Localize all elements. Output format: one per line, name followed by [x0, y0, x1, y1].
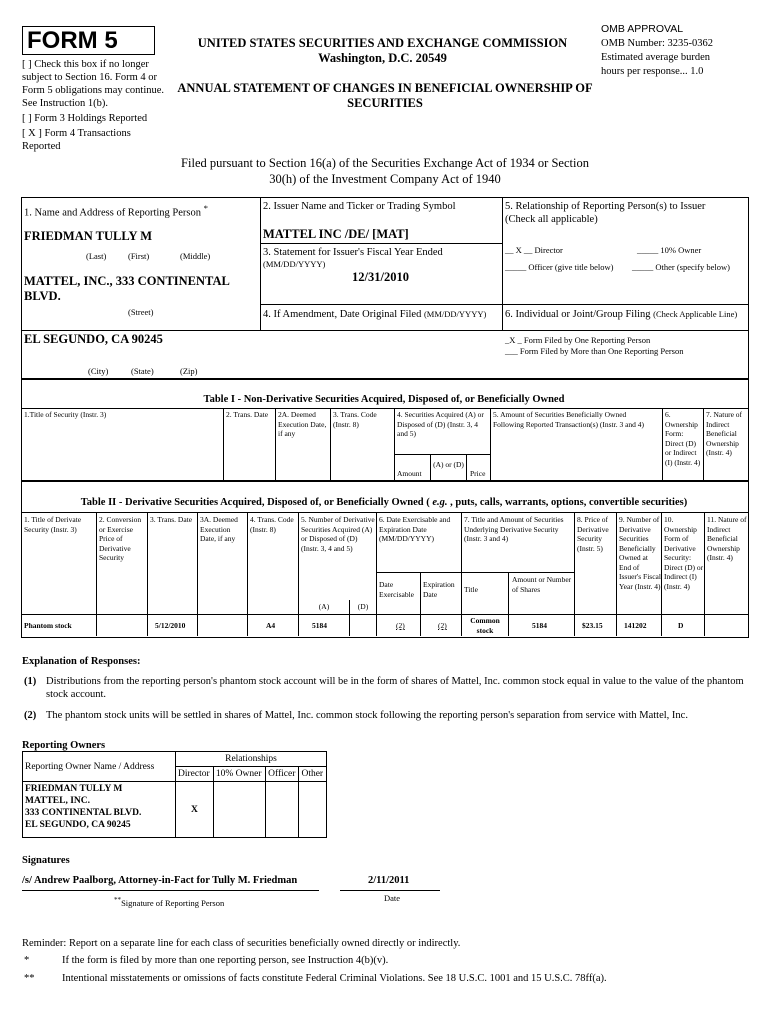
t2-row-und-title: Common stock — [470, 616, 500, 635]
agency-title: UNITED STATES SECURITIES AND EXCHANGE COMMISSION — [197, 36, 568, 50]
issuer-name: MATTEL INC /DE/ [MAT] — [263, 227, 409, 241]
check-no-longer: [ ] Check this box if no longer subject to Section 16. Form 4 or Form 5 obligations may continue. See Instruction 1(b). — [22, 59, 165, 109]
label-state: (State) — [131, 366, 154, 376]
t2-col4: 4. Trans. Code (Instr. 8) — [250, 515, 294, 534]
t1-col3: 3. Trans. Code (Instr. 8) — [333, 410, 377, 429]
explanation-1-text: Distributions from the reporting person's phantom stock account will be in the form of shares of Mattel, Inc. common stock equal in value to the value of the phantom stock account. — [46, 676, 744, 700]
owners-relationships: Relationships — [176, 752, 327, 767]
relationship-officer: _____ Officer (give title below) — [505, 262, 614, 272]
t2-col7: 7. Title and Amount of Securities Underlying Derivative Security (Instr. 3 and 4) — [464, 515, 564, 543]
note1-mark: * — [24, 955, 30, 966]
relationship-director: __ X __ Director — [505, 245, 563, 255]
t2-col1: 1. Title of Derivate Security (Instr. 3) — [24, 515, 82, 534]
form4-transactions: [ X ] Form 4 Transactions Reported — [22, 128, 131, 152]
date-label: Date — [384, 893, 401, 903]
owners-row-officer — [266, 782, 299, 838]
label-middle: (Middle) — [180, 251, 211, 261]
owners-col-other: Other — [299, 767, 327, 782]
t2-row-title: Phantom stock — [24, 621, 72, 630]
t2-col10: 10. Ownership Form of Derivative Security: Direct (D) or Indirect (I) (Instr. 4) — [664, 515, 704, 591]
t2-sub-d: (D) — [357, 602, 369, 611]
t1-col2: 2. Trans. Date — [226, 410, 269, 419]
note2-mark: ** — [24, 973, 35, 984]
label-street: (Street) — [128, 307, 154, 317]
owners-row-director: X — [176, 782, 214, 838]
t2-row-expiration[interactable]: (2) — [438, 621, 447, 630]
owners-table — [22, 751, 327, 838]
table1-title: Table I - Non-Derivative Securities Acquired, Disposed of, or Beneficially Owned — [203, 394, 565, 405]
filing-more-persons: ___ Form Filed by More than One Reporting Person — [505, 346, 684, 356]
owners-col-name: Reporting Owner Name / Address — [23, 752, 176, 782]
t1-price: Price — [470, 469, 486, 478]
owners-col-director: Director — [176, 767, 214, 782]
t2-row-price: $23.15 — [582, 621, 603, 630]
omb-title: OMB APPROVAL — [601, 23, 684, 35]
t2-col3a: 3A. Deemed Execution Date, if any — [200, 515, 238, 543]
explanation-2-num: (2) — [24, 710, 37, 721]
t2-col9: 9. Number of Derivative Securities Beneficially Owned at End of Issuer's Fiscal Year (Instr. 4) — [619, 515, 661, 591]
relationship-ten-pct: _____ 10% Owner — [637, 245, 702, 255]
label-last: (Last) — [86, 251, 107, 261]
omb-burden: Estimated average burden hours per response... 1.0 — [601, 52, 711, 77]
t1-col5: 5. Amount of Securities Beneficially Owned Following Reported Transaction(s) (Instr. 3 and 4) — [493, 410, 645, 429]
t1-col6: 6. Ownership Form: Direct (D) or Indirect (I) (Instr. 4) — [665, 410, 701, 467]
t2-sub-title: Title — [464, 585, 478, 594]
owners-col-officer: Officer — [266, 767, 299, 782]
t1-amount: Amount — [397, 469, 422, 478]
note1: If the form is filed by more than one reporting person, see Instruction 4(b)(v). — [62, 955, 389, 966]
fiscal-year-ended: 12/31/2010 — [352, 270, 409, 284]
owners-col-ten-pct: 10% Owner — [213, 767, 265, 782]
label-city: (City) — [88, 366, 109, 376]
signer: /s/ Andrew Paalborg, Attorney-in-Fact for Tully M. Friedman — [22, 875, 298, 886]
signature-date: 2/11/2011 — [368, 875, 410, 886]
t2-row-date: 5/12/2010 — [155, 621, 186, 630]
label-first: (First) — [128, 251, 150, 261]
explanation-title: Explanation of Responses: — [22, 656, 141, 667]
box3-sublabel: (MM/DD/YYYY) — [263, 259, 326, 269]
relationship-other: _____ Other (specify below) — [632, 262, 730, 272]
explanation-2-text: The phantom stock units will be settled in shares of Mattel, Inc. common stock following the reporting person's separation from service with Mattel, Inc. — [46, 710, 688, 721]
box2-label: 2. Issuer Name and Ticker or Trading Symbol — [263, 201, 456, 212]
statement-title: ANNUAL STATEMENT OF CHANGES IN BENEFICIAL OWNERSHIP OF SECURITIES — [177, 81, 593, 110]
t1-a-or-d: (A) or (D) — [433, 460, 464, 469]
signatures-title: Signatures — [22, 855, 70, 866]
omb-number: OMB Number: 3235-0362 — [601, 38, 713, 49]
owners-row-ten-pct — [213, 782, 265, 838]
explanation-1-num: (1) — [24, 676, 37, 687]
form-title: FORM 5 — [22, 26, 155, 55]
t2-sub-amount: Amount or Number of Shares — [512, 575, 572, 594]
reporting-person-name: FRIEDMAN TULLY M — [24, 229, 153, 243]
t2-row-code: A4 — [266, 621, 276, 630]
t2-row-owned: 141202 — [624, 621, 647, 630]
form3-holdings: [ ] Form 3 Holdings Reported — [22, 113, 148, 124]
filed-pursuant: Filed pursuant to Section 16(a) of the Securities Exchange Act of 1934 or Section 30(h) of the Investment Company Act of 1940 — [181, 156, 589, 186]
t2-row-a: 5184 — [312, 621, 327, 630]
owners-row-name: FRIEDMAN TULLY M MATTEL, INC. 333 CONTINENTAL BLVD. EL SEGUNDO, CA 90245 — [23, 782, 176, 838]
agency-city: Washington, D.C. 20549 — [318, 51, 447, 65]
reminder: Reminder: Report on a separate line for each class of securities beneficially owned directly or indirectly. — [22, 938, 461, 949]
t2-row-exercisable[interactable]: (2) — [396, 621, 405, 630]
owners-title: Reporting Owners — [22, 740, 106, 751]
t2-row-form: D — [678, 621, 684, 630]
t2-sub-date-ex: Date Exercisable — [379, 580, 414, 599]
note2: Intentional misstatements or omissions of facts constitute Federal Criminal Violations. See 18 U.S.C. 1001 and 15 U.S.C. 78ff(a). — [62, 973, 607, 984]
t2-col2: 2. Conversion or Exercise Price of Derivative Security — [99, 515, 142, 562]
t2-col8: 8. Price of Derivative Security (Instr. 5) — [577, 515, 609, 553]
reporting-person-street: MATTEL, INC., 333 CONTINENTAL BLVD. — [24, 274, 230, 303]
box6-label: 6. Individual or Joint/Group Filing (Check Applicable Line) — [505, 309, 738, 320]
owners-row-other — [299, 782, 327, 838]
t1-col4: 4. Securities Acquired (A) or Disposed of (D) (Instr. 3, 4 and 5) — [397, 410, 484, 438]
table2-title: Table II - Derivative Securities Acquired, Disposed of, or Beneficially Owned ( e.g. , puts, calls, warrants, options, convertible securities) — [80, 497, 688, 508]
t2-col5: 5. Number of Derivative Securities Acquired (A) or Disposed of (D) (Instr. 3, 4 and 5) — [301, 515, 375, 553]
reporting-person-city: EL SEGUNDO, CA 90245 — [24, 332, 163, 346]
t2-sub-exp: Expiration Date — [423, 580, 455, 599]
box5-label: 5. Relationship of Reporting Person(s) to Issuer — [505, 201, 706, 212]
t2-col11: 11. Nature of Indirect Beneficial Ownership (Instr. 4) — [707, 515, 747, 562]
t1-col7: 7. Nature of Indirect Beneficial Ownership (Instr. 4) — [706, 410, 743, 457]
box5-sublabel: (Check all applicable) — [505, 214, 598, 225]
signature-label: **Signature of Reporting Person — [114, 896, 225, 908]
box4-label: 4. If Amendment, Date Original Filed (MM/DD/YYYY) — [263, 309, 487, 320]
t2-row-und-amount: 5184 — [532, 621, 547, 630]
filing-one-person: _X _ Form Filed by One Reporting Person — [505, 335, 651, 345]
t2-col3: 3. Trans. Date — [150, 515, 193, 524]
box1-label: 1. Name and Address of Reporting Person * — [24, 203, 209, 219]
label-zip: (Zip) — [180, 366, 198, 376]
t1-col1: 1.Title of Security (Instr. 3) — [24, 410, 107, 419]
t2-col6: 6. Date Exercisable and Expiration Date (MM/DD/YYYY) — [379, 515, 451, 543]
box3-label: 3. Statement for Issuer's Fiscal Year Ended — [263, 247, 443, 258]
t1-col2a: 2A. Deemed Execution Date, if any — [278, 410, 327, 438]
t2-sub-a: (A) — [318, 602, 330, 611]
